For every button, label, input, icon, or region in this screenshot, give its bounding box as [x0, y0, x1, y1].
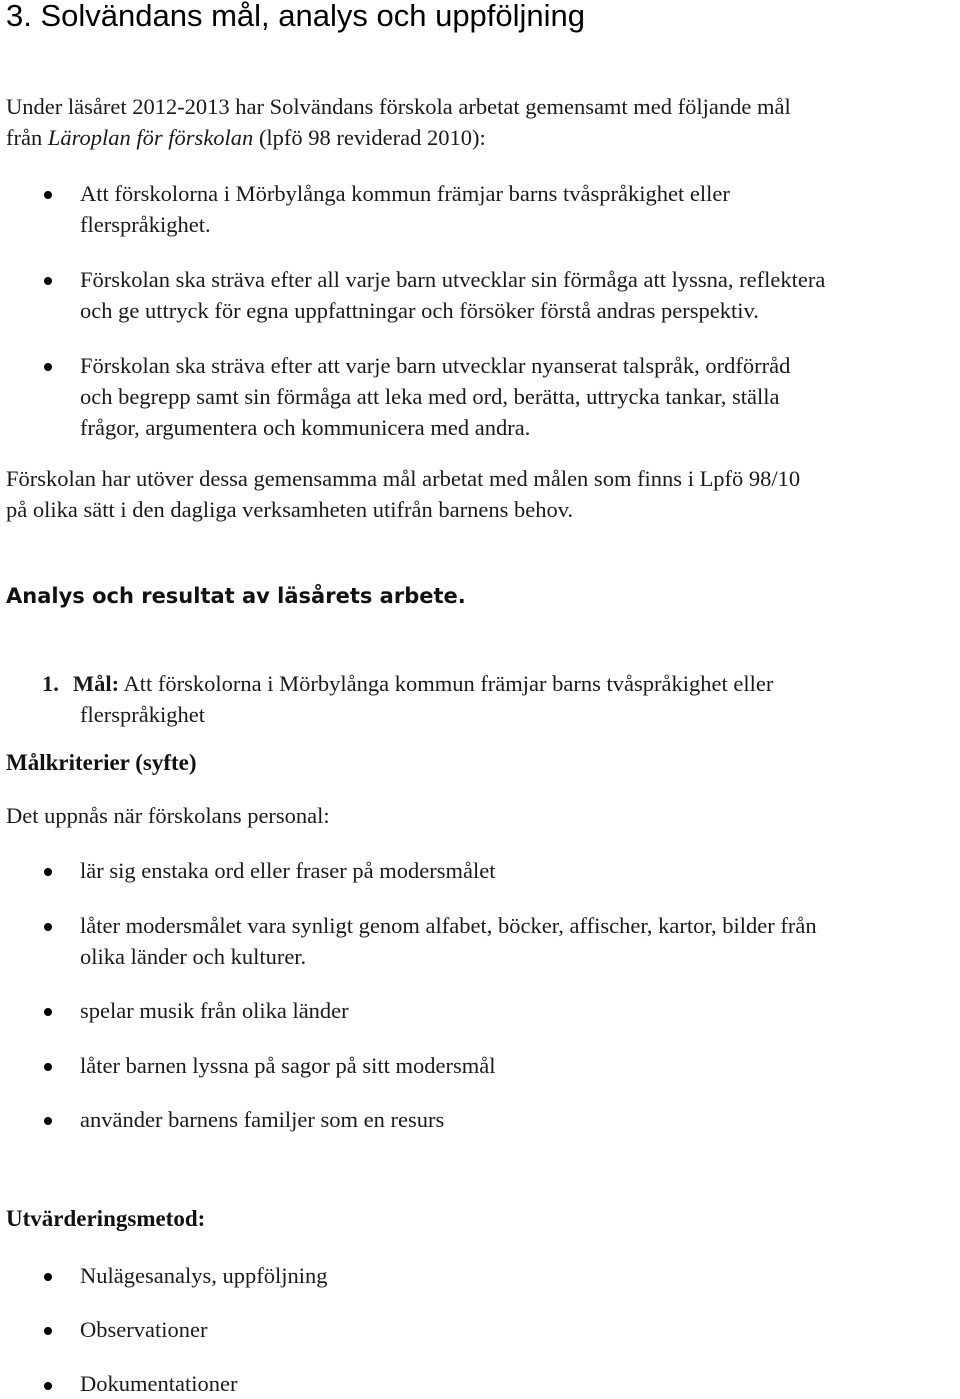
method-heading: Utvärderingsmetod: [6, 1206, 206, 1231]
analysis-heading: Analys och resultat av läsårets arbete. [6, 584, 466, 608]
goal-number: 1. [42, 671, 59, 696]
bullet-icon [44, 363, 52, 371]
bullet-icon [44, 1327, 52, 1335]
method-item-2: Observationer [80, 1317, 208, 1342]
bullet-icon [44, 923, 52, 931]
goal-1-line-1: 1. Mål: Att förskolorna i Mörbylånga kommun främjar barns tvåspråkighet eller [42, 671, 774, 696]
criteria-item-1: lär sig enstaka ord eller fraser på modersmålet [80, 858, 496, 883]
goal-1-line-2: flerspråkighet [80, 702, 205, 727]
criteria-intro: Det uppnås när förskolans personal: [6, 803, 330, 828]
method-item-1: Nulägesanalys, uppföljning [80, 1263, 328, 1288]
curriculum-title: Läroplan för förskolan [47, 125, 254, 150]
goal-label: Mål: [72, 671, 120, 696]
goal-item-3-line-2: och begrepp samt sin förmåga att leka med ord, berätta, uttrycka tankar, ställa [80, 384, 780, 409]
method-item-3: Dokumentationer [80, 1371, 238, 1396]
goal-item-3-line-1: Förskolan ska sträva efter att varje barn utvecklar nyanserat talspråk, ordförråd [80, 353, 791, 378]
goal-item-3-line-3: frågor, argumentera och kommunicera med andra. [80, 415, 531, 440]
criteria-item-2-line-1: låter modersmålet vara synligt genom alfabet, böcker, affischer, kartor, bilder från [80, 913, 817, 938]
intro-line-1: Under läsåret 2012-2013 har Solvändans förskola arbetat gemensamt med följande mål [6, 94, 791, 119]
goal-item-2-line-1: Förskolan ska sträva efter all varje barn utvecklar sin förmåga att lyssna, reflektera [80, 267, 826, 292]
bullet-icon [44, 191, 52, 199]
extra-line-1: Förskolan har utöver dessa gemensamma mål arbetat med målen som finns i Lpfö 98/10 [6, 466, 801, 491]
bullet-icon [44, 277, 52, 285]
page-title: 3. Solvändans mål, analys och uppföljning [6, 0, 586, 33]
criteria-item-5: använder barnens familjer som en resurs [80, 1107, 445, 1132]
extra-line-2: på olika sätt i den dagliga verksamheten utifrån barnens behov. [6, 497, 574, 522]
bullet-icon [44, 1273, 52, 1281]
bullet-icon [44, 868, 52, 876]
criteria-item-2-line-2: olika länder och kulturer. [80, 944, 307, 969]
goal-item-1-line-2: flerspråkighet. [80, 212, 211, 237]
bullet-icon [44, 1382, 52, 1390]
criteria-heading: Målkriterier (syfte) [6, 750, 197, 775]
criteria-item-4: låter barnen lyssna på sagor på sitt modersmål [80, 1053, 496, 1078]
intro-line-2: från Läroplan för förskolan (lpfö 98 reviderad 2010): [6, 125, 486, 150]
bullet-icon [44, 1117, 52, 1125]
bullet-icon [44, 1063, 52, 1071]
bullet-icon [44, 1008, 52, 1016]
goal-item-2-line-2: och ge uttryck för egna uppfattningar och försöker förstå andras perspektiv. [80, 298, 759, 323]
criteria-item-3: spelar musik från olika länder [80, 998, 349, 1023]
goal-item-1-line-1: Att förskolorna i Mörbylånga kommun främjar barns tvåspråkighet eller [80, 181, 730, 206]
